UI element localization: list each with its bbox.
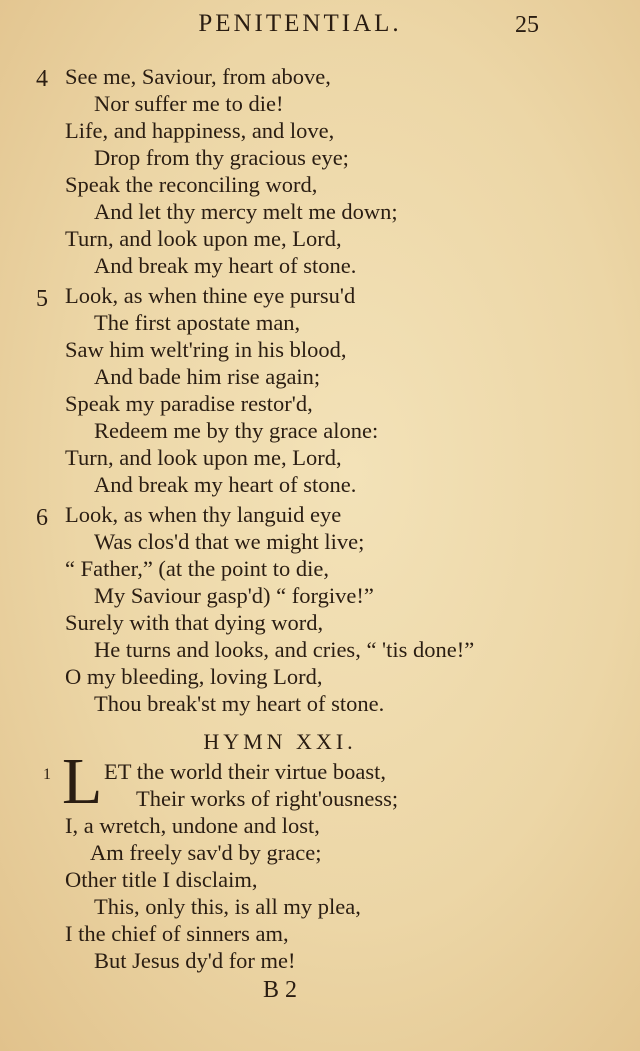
verse-line: Was clos'd that we might live; [94, 529, 365, 554]
verse-line: Look, as when thine eye pursu'd [65, 283, 356, 308]
verse-line: Speak the reconciling word, [65, 172, 318, 197]
verse-line: See me, Saviour, from above, [65, 64, 331, 89]
verse-line: “ Father,” (at the point to die, [65, 556, 330, 581]
verse-line: ET the world their virtue boast, [104, 759, 387, 784]
verse-line: And break my heart of stone. [94, 253, 357, 278]
verse-line: He turns and looks, and cries, “ 'tis done!” [94, 637, 475, 662]
hymn-title: HYMN XXI. [203, 729, 357, 754]
verse-line: Turn, and look upon me, Lord, [65, 226, 342, 251]
verse-line: This, only this, is all my plea, [94, 894, 361, 919]
verse-line: And bade him rise again; [94, 364, 321, 389]
verse-line: I the chief of sinners am, [65, 921, 289, 946]
stanza-number: 1 [43, 766, 51, 783]
verse-line: O my bleeding, loving Lord, [65, 664, 323, 689]
running-title: PENITENTIAL. [198, 10, 402, 37]
verse-line: Redeem me by thy grace alone: [94, 418, 379, 443]
verse-line: But Jesus dy'd for me! [94, 948, 296, 973]
verse-line: Their works of right'ousness; [136, 786, 399, 811]
verse-line: Thou break'st my heart of stone. [94, 691, 385, 716]
stanza-number: 4 [36, 66, 48, 92]
verse-line: Surely with that dying word, [65, 610, 324, 635]
stanza-number: 6 [36, 505, 48, 531]
verse-line: I, a wretch, undone and lost, [65, 813, 320, 838]
verse-line: And break my heart of stone. [94, 472, 357, 497]
page-number: 25 [515, 12, 539, 38]
verse-line: Life, and happiness, and love, [65, 118, 335, 143]
verse-line: Drop from thy gracious eye; [94, 145, 349, 170]
verse-line: Other title I disclaim, [65, 867, 258, 892]
stanza-number: 5 [36, 286, 48, 312]
verse-line: Turn, and look upon me, Lord, [65, 445, 342, 470]
drop-cap: L [62, 745, 103, 818]
verse-line: The first apostate man, [94, 310, 301, 335]
signature-mark: B 2 [263, 977, 298, 1003]
verse-line: Speak my paradise restor'd, [65, 391, 313, 416]
verse-line: Look, as when thy languid eye [65, 502, 342, 527]
verse-line: And let thy mercy melt me down; [94, 199, 398, 224]
verse-line: Am freely sav'd by grace; [90, 840, 322, 865]
verse-line: Nor suffer me to die! [94, 91, 284, 116]
verse-line: My Saviour gasp'd) “ forgive!” [94, 583, 374, 608]
verse-line: Saw him welt'ring in his blood, [65, 337, 347, 362]
